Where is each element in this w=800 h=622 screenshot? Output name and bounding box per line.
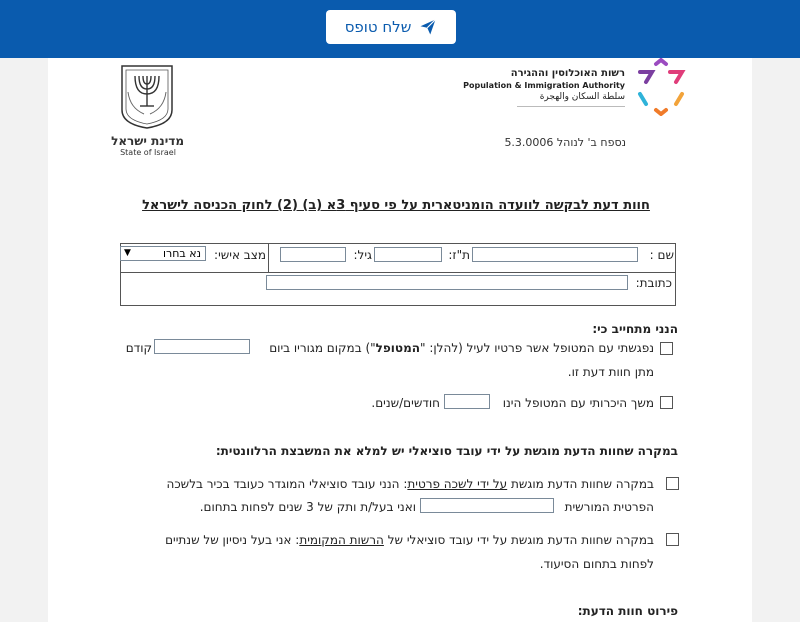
state-name-en: State of Israel	[120, 148, 176, 157]
authority-name-en: Population & Immigration Authority	[463, 81, 625, 90]
authority-name-he: רשות האוכלוסין וההגירה	[510, 68, 625, 79]
send-form-button[interactable]	[326, 10, 456, 44]
local-authority-text-line2: לפחות בתחום הסיעוד.	[539, 557, 654, 571]
opinion-details-heading: פירוט חוות הדעת:	[577, 604, 678, 618]
private-office-checkbox[interactable]	[666, 477, 679, 490]
status-label: מצב אישי:	[214, 248, 266, 262]
local-authority-checkbox[interactable]	[666, 533, 679, 546]
private-office-text: במקרה שחוות הדעת מוגשת על ידי לשכה פרטית: הנני עובד סוציאלי המוגדר כעובד בכיר בלשכה	[166, 477, 654, 491]
header-divider	[517, 106, 625, 107]
status-selected-value: נא בחרו	[162, 247, 201, 260]
social-worker-heading: במקרה שחוות הדעת מוגשת על ידי עובד סוציאלי יש למלא את המשבצת הרלוונטית:	[215, 444, 678, 458]
paper-plane-icon	[419, 18, 437, 36]
address-label: כתובת:	[635, 276, 672, 290]
commitment-met-text-end: קודם	[125, 341, 152, 355]
name-field[interactable]	[472, 247, 638, 262]
meeting-date-field[interactable]	[154, 339, 250, 354]
commitment-met-text: נפגשתי עם המטופל אשר פרטיו לעיל (להלן: "המטופל") במקום מגוריו ביום	[269, 341, 654, 355]
acquaintance-text: משך היכרותי עם המטופל הינו	[502, 396, 654, 410]
id-field[interactable]	[374, 247, 442, 262]
top-toolbar	[0, 0, 800, 58]
form-title: חוות דעת לבקשה לוועדה הומניטארית על פי סעיף 3א (ב) (2) לחוק הכניסה לישראל	[142, 198, 650, 213]
private-office-text-line2: הפרטית המורשית	[564, 500, 654, 514]
acquaintance-unit-text: חודשים/שנים.	[371, 396, 440, 410]
appendix-label: נספח ב' לנוהל 5.3.0006	[504, 136, 626, 149]
commitment-met-checkbox[interactable]	[660, 342, 673, 355]
address-field[interactable]	[266, 275, 628, 290]
commitment-met-text-line2: מתן חוות דעת זו.	[567, 365, 654, 379]
acquaintance-duration-field[interactable]	[444, 394, 490, 409]
state-emblem	[118, 62, 176, 130]
age-field[interactable]	[280, 247, 346, 262]
private-office-seniority-text: ואני בעל/ת ותק של 3 שנים לפחות בתחום.	[199, 500, 416, 514]
local-authority-text: במקרה שחוות הדעת מוגשת על ידי עובד סוציאלי של הרשות המקומית: אני בעל ניסיון של שנתיים	[165, 533, 654, 547]
menorah-emblem-icon	[118, 62, 176, 130]
authority-name-ar: سلطة السكان والهجرة	[539, 92, 625, 102]
state-name-he: מדינת ישראל	[111, 134, 184, 148]
chevron-down-icon: ▼	[124, 248, 131, 258]
authority-logo	[632, 58, 690, 116]
acquaintance-checkbox[interactable]	[660, 396, 673, 409]
private-office-name-field[interactable]	[420, 498, 554, 513]
commitment-heading: הנני מתחייב כי:	[592, 322, 678, 336]
id-label: ת"ז:	[448, 248, 470, 262]
status-select[interactable]	[120, 246, 206, 261]
name-label: שם :	[649, 248, 674, 262]
age-label: גיל:	[353, 248, 372, 262]
star-logo-icon	[632, 58, 690, 116]
send-form-label: שלח טופס	[344, 18, 412, 36]
